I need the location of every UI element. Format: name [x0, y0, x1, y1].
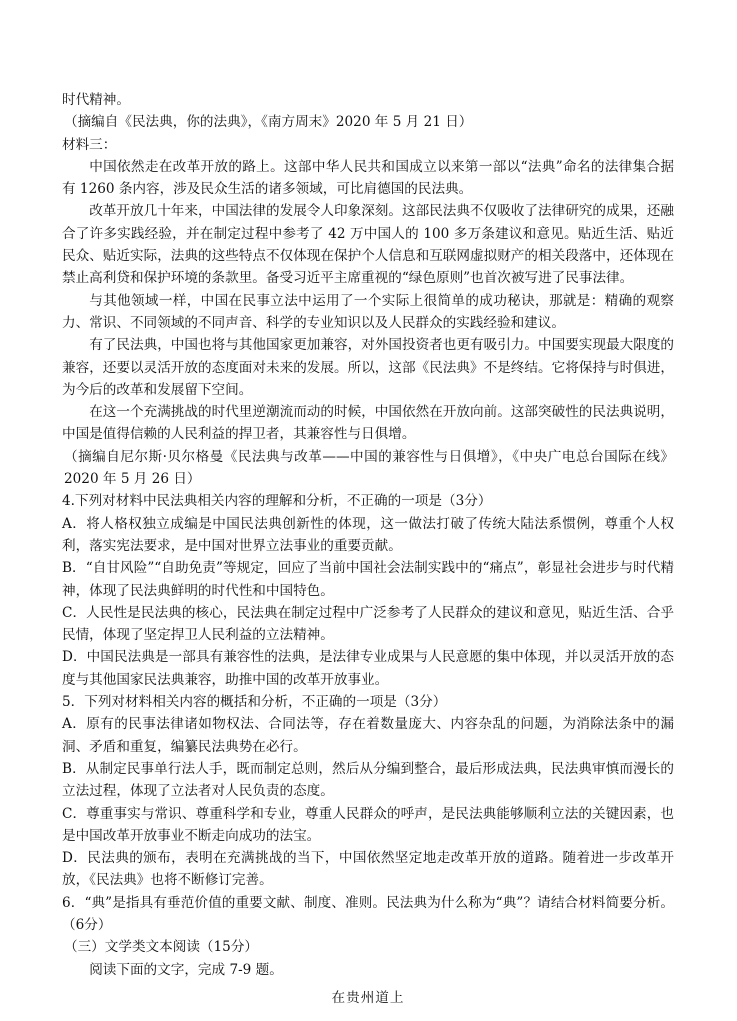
section-3-instruction: 阅读下面的文字，完成 7-9 题。: [89, 961, 283, 978]
material-3-paragraph: 在这一个充满挑战的时代里逆潮流而动的时候，中国依然在开放向前。这部突破性的民法典说明，中国是值得信赖的人民利益的捍卫者，其兼容性与日俱增。: [62, 404, 674, 443]
question-4-option-b: B．“自甘风险”“自助免责”等规定，回应了当前中国社会法制实践中的“痛点”，彰显社会进步与时代精神，体现了民法典鲜明的时代性和中国特色。: [62, 560, 674, 599]
question-5-option-a: A．原有的民事法律诸如物权法、合同法等，存在着数量庞大、内容杂乱的问题，为消除法条中的漏洞、矛盾和重复，编纂民法典势在必行。: [62, 716, 674, 755]
exam-page: [62, 89, 674, 1009]
question-4-option-a: A．将人格权独立成编是中国民法典创新性的体现，这一做法打破了传统大陆法系惯例，尊重个人权利，落实宪法要求，是中国对世界立法事业的重要贡献。: [62, 515, 674, 554]
question-4-stem: 4.下列对材料中民法典相关内容的理解和分析，不正确的一项是（3分）: [62, 493, 492, 510]
question-6-stem: 6．“典”是指具有垂范价值的重要文献、制度、准则。民法典为什么称为“典”？请结合材料简要分析。（6分）: [62, 894, 674, 933]
question-4-option-d: D．中国民法典是一部具有兼容性的法典，是法律专业成果与人民意愿的集中体现，并以灵活开放的态度与其他国家民法典兼容，助推中国的改革开放事业。: [62, 649, 674, 688]
material-3-paragraph: 中国依然走在改革开放的路上。这部中华人民共和国成立以来第一部以“法典”命名的法律集合据有 1260 条内容，涉及民众生活的诸多领域，可比肩德国的民法典。: [62, 158, 674, 198]
source-citation-material3: （摘编自尼尔斯·贝尔格曼《民法典与改革——中国的兼容性与日俱增》，《中央广电总台国际在线》2020 年 5 月 26 日）: [64, 448, 674, 488]
question-4-option-c: C．人民性是民法典的核心，民法典在制定过程中广泛参考了人民群众的建议和意见，贴近生活、合乎民情，体现了坚定捍卫人民利益的立法精神。: [62, 604, 674, 644]
material-3-label: 材料三：: [62, 136, 117, 153]
material-3-paragraph: 改革开放几十年来，中国法律的发展令人印象深刻。这部民法典不仅吸收了法律研究的成果，还融合了许多实践经验，并在制定过程中参考了 42 万中国人的 100 多万条建议和意见。贴近生活、贴近民众、贴近实际，法典的这些特点不仅体现在保护个人信息和互联网虚拟财产的相关段落中，还体现在禁止高利贷和保护环境的条款里。备受习近平主席重视的“绿色原则”也首次被写进了民事法律。: [62, 203, 674, 287]
previous-paragraph-tail: 时代精神。: [62, 92, 130, 108]
material-3-paragraph: 有了民法典，中国也将与其他国家更加兼容，对外国投资者也更有吸引力。中国要实现最大限度的兼容，还要以灵活开放的态度面对未来的发展。所以，这部《民法典》不是终结。它将保持与时俱进，为今后的改革和发展留下空间。: [62, 337, 674, 398]
question-5-stem: 5．下列对材料相关内容的概括和分析，不正确的一项是（3分）: [62, 694, 447, 711]
question-5-option-c: C．尊重事实与常识、尊重科学和专业，尊重人民群众的呼声，是民法典能够顺利立法的关键因素，也是中国改革开放事业不断走向成功的法宝。: [62, 805, 674, 844]
source-citation-material2: （摘编自《民法典，你的法典》，《南方周末》2020 年 5 月 21 日）: [64, 114, 473, 131]
section-3-heading: （三）文学类文本阅读（15分）: [64, 939, 259, 956]
question-5-option-b: B．从制定民事单行法人手，既而制定总则，然后从分编到整合，最后形成法典，民法典审慎而漫长的立法过程，体现了立法者对人民负责的态度。: [62, 760, 674, 800]
material-3-paragraph: 与其他领域一样，中国在民事立法中运用了一个实际上很简单的成功秘诀，那就是：精确的观察力、常识、不同领域的不同声音、科学的专业知识以及人民群众的实践经验和建议。: [62, 292, 674, 331]
question-5-option-d: D．民法典的颁布，表明在充满挑战的当下，中国依然坚定地走改革开放的道路。随着进一步改革开放，《民法典》也将不断修订完善。: [62, 850, 674, 889]
reading-passage-title: 在贵州道上: [331, 989, 405, 1006]
